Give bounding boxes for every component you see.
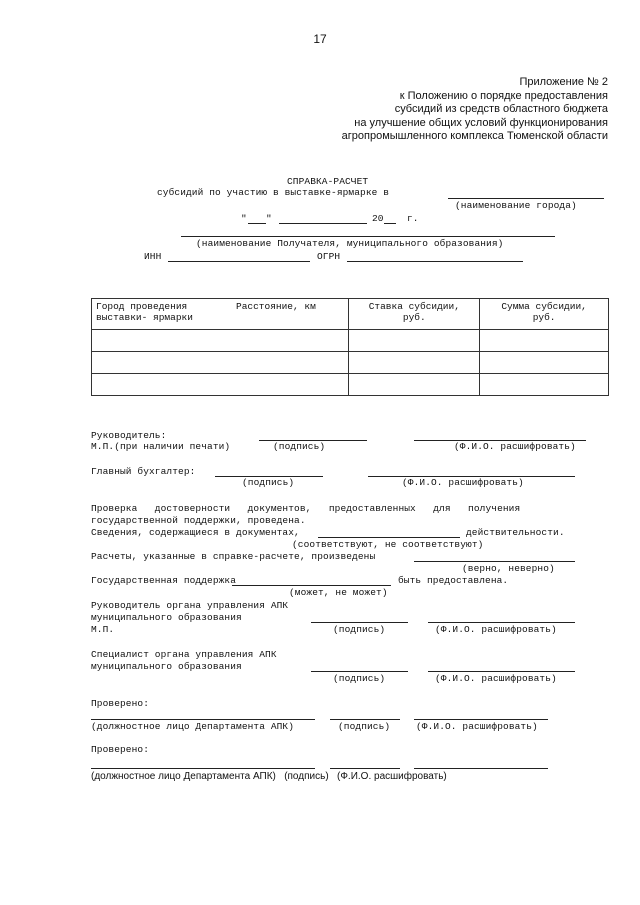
calc-line — [414, 561, 575, 562]
ogrn-label: ОГРН — [317, 251, 341, 262]
ogrn-line — [347, 261, 523, 262]
check-line-1: Проверка достоверности документов, предоставленных для получения — [91, 503, 521, 514]
calc-hint: (верно, неверно) — [462, 563, 555, 574]
official-line-1 — [91, 719, 315, 720]
recipient-line — [181, 236, 555, 237]
official-sign-hint-1: (подпись) — [338, 721, 391, 732]
header-rate — [349, 299, 480, 330]
header-distance: Расстояние, км — [236, 301, 316, 312]
apk-head-fio-line — [428, 622, 575, 623]
official-sign-line-2 — [330, 768, 400, 769]
appendix-line: Приложение № 2 — [519, 76, 608, 88]
apk-head-sign-line — [311, 622, 408, 623]
official-fio-line-1 — [414, 719, 548, 720]
header-sum-a: Сумма субсидии, — [501, 301, 587, 312]
header-rate-a: Ставка субсидии, — [368, 301, 460, 312]
city-hint: (наименование города) — [455, 200, 577, 211]
check-line-2: государственной поддержки, проведена. — [91, 515, 306, 526]
inn-line — [168, 261, 310, 262]
apk-spec-sign-line — [311, 671, 408, 672]
table-row — [92, 352, 609, 374]
header-city-a: Город проведения — [96, 301, 188, 312]
header-rate-b: руб. — [402, 312, 426, 323]
official-hint-2: (должностное лицо Департамента АПК) — [91, 771, 276, 782]
accountant-fio-hint: (Ф.И.О. расшифровать) — [402, 477, 524, 488]
month-line — [279, 223, 367, 224]
official-fio-hint-2: (Ф.И.О. расшифровать) — [337, 771, 447, 782]
apk-spec-fio-hint: (Ф.И.О. расшифровать) — [435, 673, 557, 684]
table-cell[interactable] — [92, 330, 349, 352]
appendix-line: на улучшение общих условий функционирования — [354, 116, 608, 129]
header-sum-b: руб. — [532, 312, 556, 323]
info-line — [318, 537, 460, 538]
support-suffix: быть предоставлена. — [398, 575, 509, 586]
page-number: 17 — [313, 32, 327, 46]
head-fio-hint: (Ф.И.О. расшифровать) — [454, 441, 576, 452]
appendix-line: к Положению о порядке предоставления — [399, 89, 608, 102]
year-suffix: г. — [407, 213, 419, 224]
mp-note: М.П.(при наличии печати) — [91, 441, 231, 452]
table-cell[interactable] — [349, 374, 480, 396]
day-line — [248, 223, 266, 224]
official-row-2 — [91, 771, 447, 782]
header-sum — [480, 299, 609, 330]
info-hint: (соответствуют, не соответствуют) — [292, 539, 484, 550]
appendix-line: агропромышленного комплекса Тюменской области — [341, 130, 608, 142]
calc-prefix: Расчеты, указанные в справке-расчете, произведены — [91, 551, 376, 562]
table-cell[interactable] — [480, 352, 609, 374]
info-suffix: действительности. — [466, 527, 565, 538]
appendix-line: субсидий из средств областного бюджета — [394, 103, 608, 115]
table-row — [92, 374, 609, 396]
apk-spec-fio-line — [428, 671, 575, 672]
table-cell[interactable] — [349, 352, 480, 374]
table-cell[interactable] — [480, 374, 609, 396]
header-city-distance — [92, 299, 349, 330]
subsidy-table — [91, 298, 609, 396]
apk-spec-sign-hint: (подпись) — [333, 673, 386, 684]
official-fio-line-2 — [414, 768, 548, 769]
official-line-2 — [91, 768, 315, 769]
year-prefix: 20 — [372, 213, 384, 224]
official-fio-hint-1: (Ф.И.О. расшифровать) — [416, 721, 538, 732]
checked-label-1: Проверено: — [91, 698, 150, 709]
table-cell[interactable] — [92, 352, 349, 374]
official-hint-1: (должностное лицо Департамента АПК) — [91, 721, 295, 732]
head-sign-hint: (подпись) — [273, 441, 326, 452]
support-line — [232, 585, 391, 586]
accountant-sign-hint: (подпись) — [242, 477, 295, 488]
info-prefix: Сведения, содержащиеся в документах, — [91, 527, 300, 538]
apk-spec-line-1: Специалист органа управления АПК — [91, 649, 277, 660]
year-line — [384, 223, 396, 224]
date-quote-close: " — [266, 213, 272, 224]
support-prefix: Государственная поддержка — [91, 575, 237, 586]
recipient-hint: (наименование Получателя, муниципального образования) — [196, 238, 504, 249]
table-cell[interactable] — [480, 330, 609, 352]
table-row — [92, 330, 609, 352]
head-label: Руководитель: — [91, 430, 167, 441]
apk-head-line-2: муниципального образования — [91, 612, 242, 623]
official-sign-line-1 — [330, 719, 400, 720]
apk-spec-line-2: муниципального образования — [91, 661, 242, 672]
document-subtitle: субсидий по участию в выставке-ярмарке в — [157, 187, 390, 198]
table-header-row — [92, 299, 609, 330]
apk-mp: М.П. — [91, 624, 115, 635]
city-line — [448, 198, 604, 199]
date-quote-open: " — [241, 213, 247, 224]
table-cell[interactable] — [92, 374, 349, 396]
appendix-block — [342, 76, 608, 144]
inn-label: ИНН — [144, 251, 162, 262]
document-title: СПРАВКА-РАСЧЕТ — [287, 176, 369, 187]
apk-head-sign-hint: (подпись) — [333, 624, 386, 635]
apk-head-line-1: Руководитель органа управления АПК — [91, 600, 289, 611]
apk-head-fio-hint: (Ф.И.О. расшифровать) — [435, 624, 557, 635]
table-cell[interactable] — [349, 330, 480, 352]
checked-label-2: Проверено: — [91, 744, 150, 755]
official-sign-hint-2: (подпись) — [284, 771, 329, 782]
support-hint: (может, не может) — [289, 587, 388, 598]
accountant-label: Главный бухгалтер: — [91, 466, 196, 477]
header-city-b: выставки- ярмарки — [96, 312, 193, 323]
